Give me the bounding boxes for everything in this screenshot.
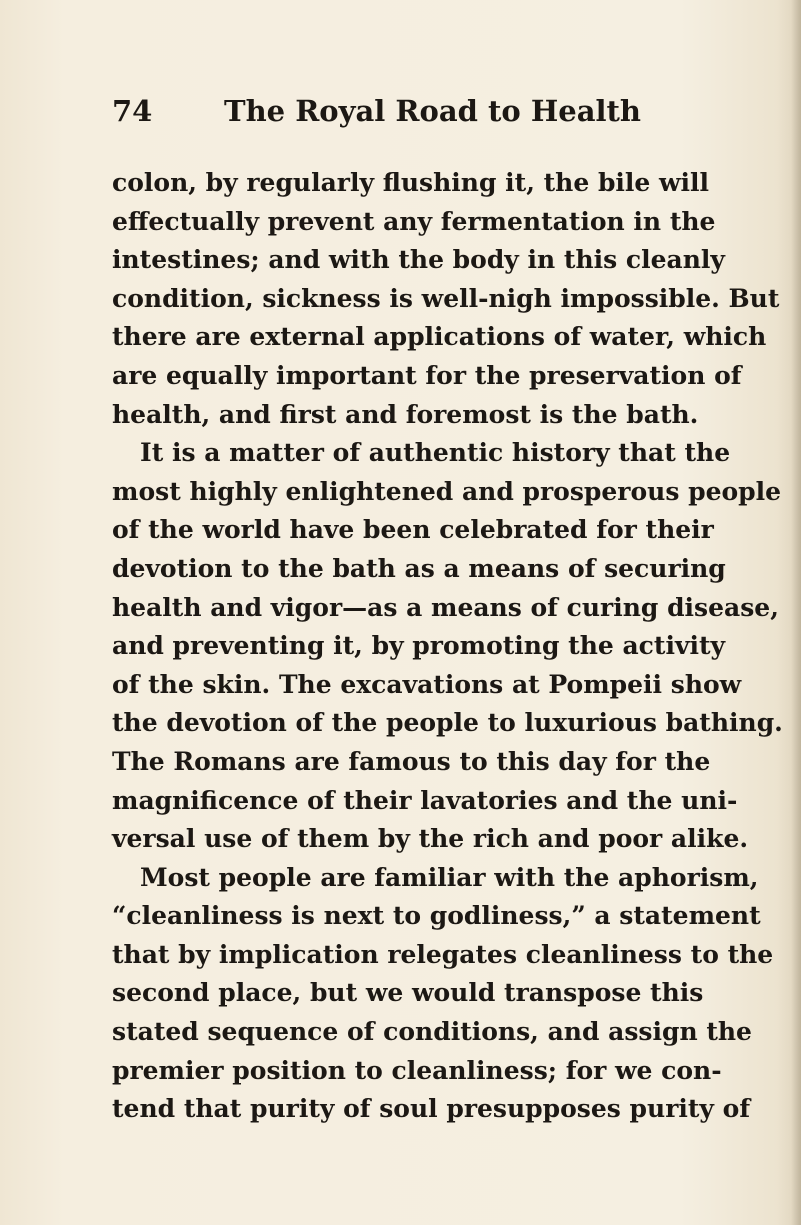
text-line: of the skin. The excavations at Pompeii show: [112, 669, 742, 699]
text-line: there are external applications of water, which: [112, 322, 767, 352]
page-edge-shadow: [791, 0, 801, 1225]
text-line: health and vigor—as a means of curing disease,: [112, 592, 779, 622]
text-line: Most people are familiar with the aphorism,: [140, 862, 759, 892]
text-line: second place, but we would transpose this: [112, 978, 704, 1008]
text-line: effectually prevent any fermentation in the: [112, 206, 716, 236]
text-line: and preventing it, by promoting the activity: [112, 631, 726, 661]
text-line: that by implication relegates cleanliness to the: [112, 939, 774, 969]
text-line: most highly enlightened and prosperous people: [112, 476, 782, 506]
text-line: tend that purity of soul presupposes purity of: [112, 1094, 751, 1124]
text-line: the devotion of the people to luxurious bathing.: [112, 708, 783, 738]
text-line: “cleanliness is next to godliness,” a statement: [112, 901, 761, 931]
text-line: condition, sickness is well-nigh impossible. But: [112, 283, 780, 313]
text-line: versal use of them by the rich and poor alike.: [112, 824, 749, 854]
text-line: intestines; and with the body in this cleanly: [112, 245, 725, 275]
running-head: [112, 94, 641, 138]
text-line: magnificence of their lavatories and the uni-: [112, 785, 738, 815]
text-line: colon, by regularly flushing it, the bile will: [112, 168, 710, 197]
text-line: premier position to cleanliness; for we con-: [112, 1055, 722, 1085]
text-line: stated sequence of conditions, and assign the: [112, 1017, 752, 1047]
text-line: The Romans are famous to this day for the: [112, 746, 711, 776]
text-line: devotion to the bath as a means of securing: [112, 553, 726, 583]
body-text: [112, 164, 783, 1129]
text-line: of the world have been celebrated for their: [112, 515, 714, 545]
page-number: 74: [112, 94, 153, 128]
text-line: It is a matter of authentic history that the: [140, 438, 731, 468]
running-title: The Royal Road to Health: [224, 94, 641, 128]
text-line: are equally important for the preservation of: [112, 360, 742, 390]
text-line: health, and first and foremost is the bath.: [112, 399, 699, 429]
